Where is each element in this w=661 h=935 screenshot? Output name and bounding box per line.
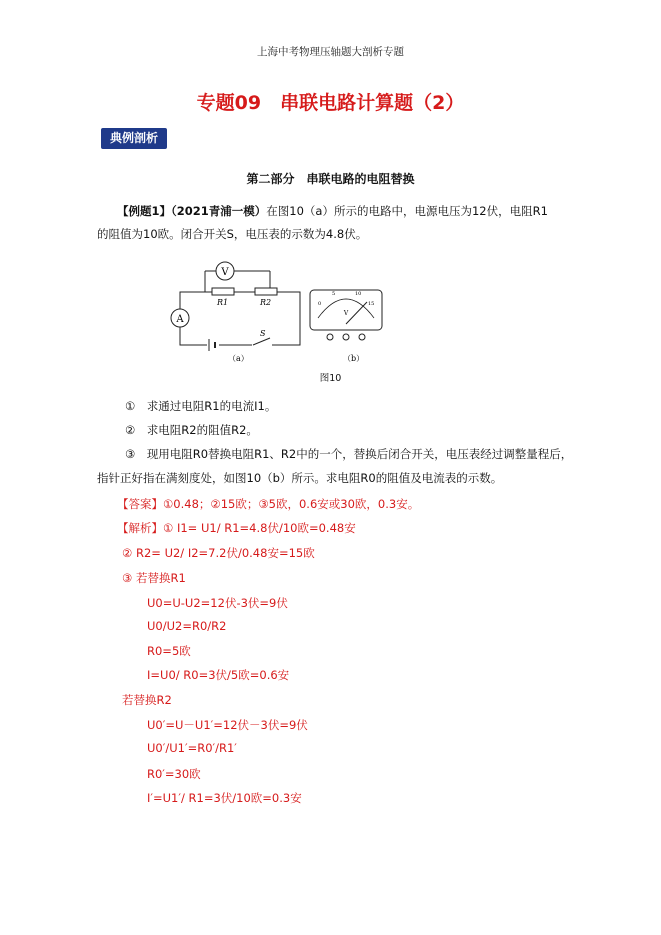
figure-caption: 图10	[319, 373, 342, 384]
question-1: ① 求通过电阻R1的电流I1。	[125, 399, 277, 413]
analysis-line-12: I′=U1′/ R1=3伏/10欧=0.3安	[147, 791, 302, 805]
circuit-diagram-a	[180, 271, 300, 345]
terminal-3	[359, 334, 365, 340]
question-3: ③ 现用电阻R0替换电阻R1、R2中的一个，替换后闭合开关，电压表经过调整量程后，	[125, 447, 573, 461]
analysis-line-5: U0/U2=R0/R2	[147, 619, 227, 633]
analysis-line-8: 若替换R2	[122, 693, 172, 707]
subfig-b-label: （b）	[343, 354, 365, 363]
section-tag: 典例剖析	[101, 128, 167, 149]
switch-label: S	[260, 329, 266, 338]
ammeter-label: A	[176, 314, 184, 325]
voltmeter-face-b	[310, 290, 382, 330]
analysis-line-1: 【解析】① I1= U1/ R1=4.8伏/10欧=0.48安	[117, 521, 356, 535]
question-3-cont: 指针正好指在满刻度处，如图10（b）所示。求电阻R0的阻值及电流表的示数。	[97, 471, 503, 485]
problem-line-2: 的阻值为10欧。闭合开关S，电压表的示数为4.8伏。	[97, 227, 368, 241]
question-2: ② 求电阻R2的阻值R2。	[125, 423, 258, 437]
analysis-line-9: U0′=U－U1′=12伏－3伏=9伏	[147, 718, 308, 732]
problem-label: 【例题1】（2021青浦一模）	[117, 204, 267, 218]
analysis-line-4: U0=U-U2=12伏-3伏=9伏	[147, 596, 288, 610]
analysis-line-2: ② R2= U2/ I2=7.2伏/0.48安=15欧	[122, 546, 315, 560]
analysis-line-3: ③ 若替换R1	[122, 571, 186, 585]
scale-label-0: 0	[318, 301, 322, 307]
scale-label-5: 5	[332, 291, 336, 297]
answer: 【答案】①0.48；②15欧；③5欧，0.6安或30欧，0.3安。	[117, 497, 420, 511]
scale-label-15: 15	[368, 301, 375, 307]
problem-text-1: 在图10（a）所示的电路中，电源电压为12伏，电阻R1	[266, 204, 548, 218]
subfig-a-label: （a）	[228, 354, 249, 363]
problem-line-1	[117, 203, 548, 219]
terminal-1	[327, 334, 333, 340]
terminal-2	[343, 334, 349, 340]
resistor-r2	[255, 288, 277, 295]
meter-letter: V	[343, 310, 349, 317]
analysis-line-7: I=U0/ R0=3伏/5欧=0.6安	[147, 668, 290, 682]
r1-label: R1	[217, 298, 229, 307]
section-heading: 第二部分 串联电路的电阻替换	[246, 172, 415, 186]
scale-label-10: 10	[355, 291, 362, 297]
circuit-figure	[160, 255, 400, 365]
page-title: 专题09 串联电路计算题（2）	[196, 92, 465, 114]
r2-label: R2	[260, 298, 272, 307]
voltmeter-label: V	[221, 267, 229, 278]
analysis-line-10: U0′/U1′=R0′/R1′	[147, 741, 237, 755]
analysis-line-11: R0′=30欧	[147, 767, 201, 781]
resistor-r1	[212, 288, 234, 295]
page-header: 上海中考物理压轴题大剖析专题	[257, 46, 404, 58]
analysis-line-6: R0=5欧	[147, 644, 191, 658]
